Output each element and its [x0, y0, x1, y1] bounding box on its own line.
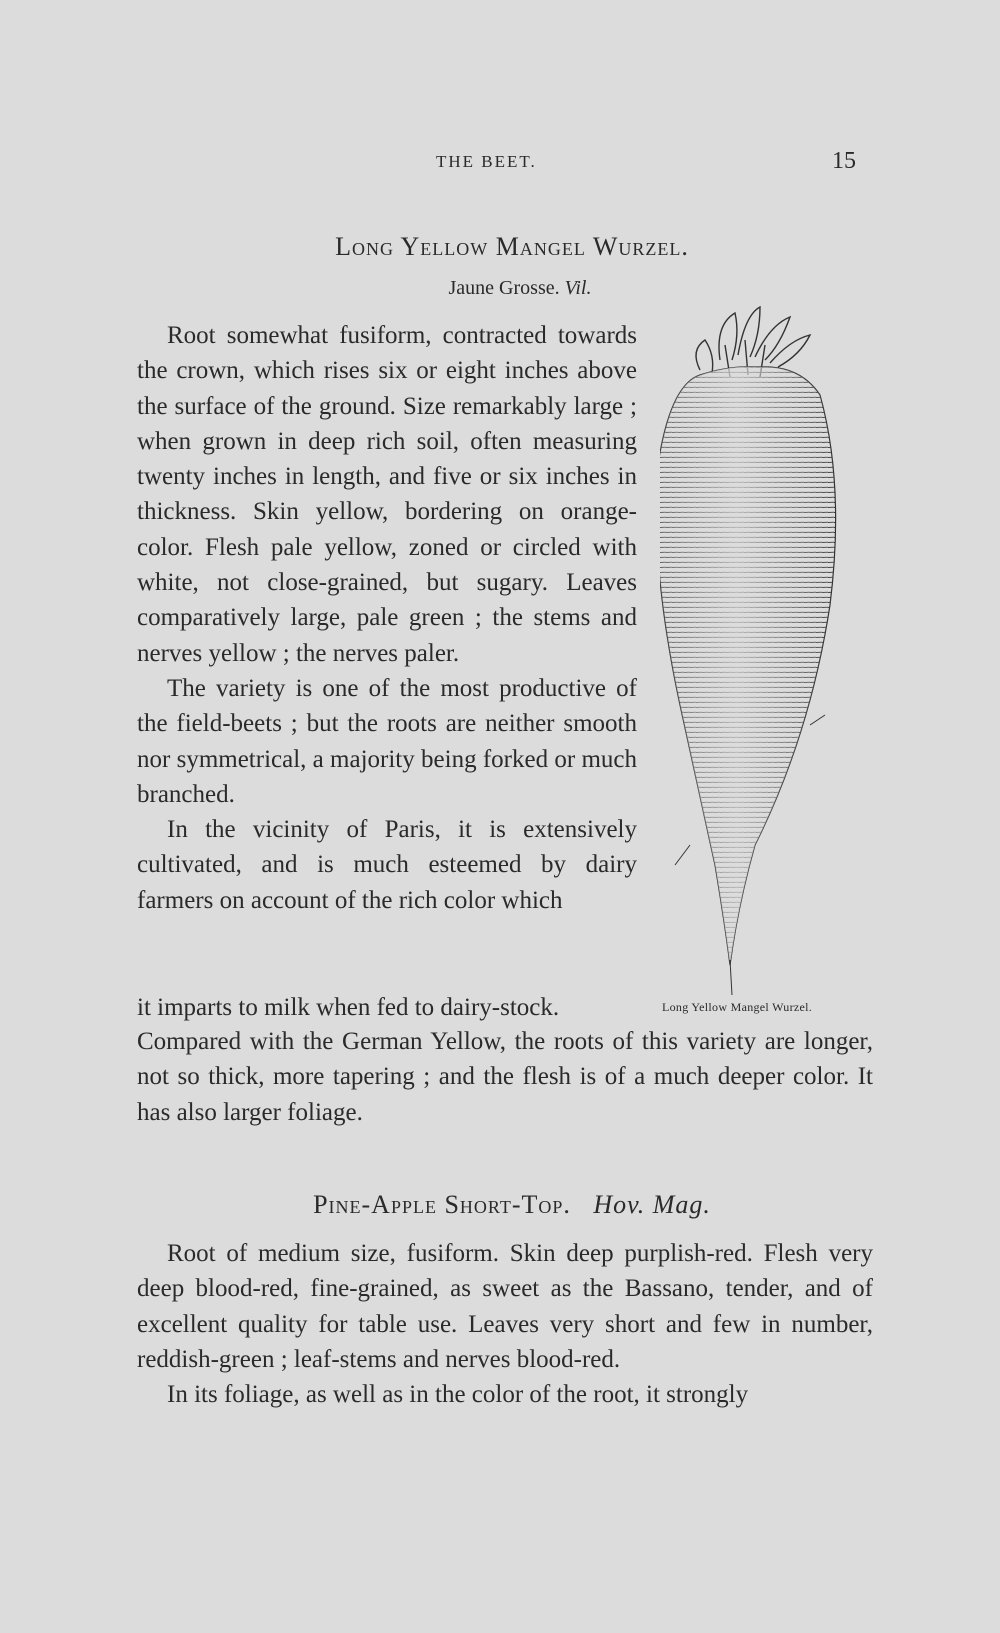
paragraph-productivity: The variety is one of the most productive of the field-beets ; but the roots are neither smooth nor symmetrical, a majority being forked or much branched. [137, 674, 637, 808]
beet-root-illustration [660, 305, 880, 1005]
pine-apple-text [137, 1236, 873, 1412]
paragraph-comparison-text: Compared with the German Yellow, the roots of this variety are longer, not so thick, more tapering ; and the flesh is of a much deeper color. It has also larger foliage. [137, 1028, 873, 1126]
paragraph-description: Root somewhat fusiform, contracted towards the crown, which rises six or eight inches above the surface of the ground. Size remarkably large ; when grown in deep rich soil, often measuring twenty inches in length, and five or six inches in thickness. Skin yellow, bordering on orange-color. Flesh pale yellow, zoned or circled with white, not close-grained, but sugary. Leaves comparatively large, pale green ; the stems and nerves yellow ; the nerves paler. [137, 322, 637, 667]
beet-root-icon [660, 305, 880, 1005]
section-heading-long-yellow-mangel: Long Yellow Mangel Wurzel. [335, 232, 689, 261]
line-dairy-stock: it imparts to milk when fed to dairy-stock. [137, 994, 560, 1021]
page-number: 15 [832, 148, 856, 174]
column-text [137, 318, 637, 918]
paragraph-pine-apple-description: Root of medium size, fusiform. Skin deep purplish-red. Flesh very deep blood-red, fine-grained, as sweet as the Bassano, tender, and of excellent quality for table use. Leaves very short and few in number, reddish-green ; leaf-stems and nerves blood-red. [137, 1240, 873, 1373]
paragraph-comparison [137, 1024, 873, 1130]
synonym-text: Jaune Grosse. [448, 277, 560, 299]
paragraph-paris: In the vicinity of Paris, it is extensively cultivated, and is much esteemed by dairy farmers on account of the rich color which [137, 816, 637, 914]
section-heading-pine-apple-source: Hov. Mag. [593, 1190, 711, 1219]
paragraph-pine-apple-foliage: In its foliage, as well as in the color of the root, it strongly [167, 1381, 749, 1409]
figure-caption: Long Yellow Mangel Wurzel. [662, 1000, 813, 1014]
synonym-line [0, 277, 1000, 300]
running-head [0, 148, 1000, 178]
synonym-source: Vil. [564, 277, 592, 299]
running-head-title: THE BEET. [436, 152, 537, 171]
section-heading-pine-apple-title: Pine-Apple Short-Top. [313, 1190, 571, 1219]
section-heading-pine-apple [0, 1190, 1000, 1220]
